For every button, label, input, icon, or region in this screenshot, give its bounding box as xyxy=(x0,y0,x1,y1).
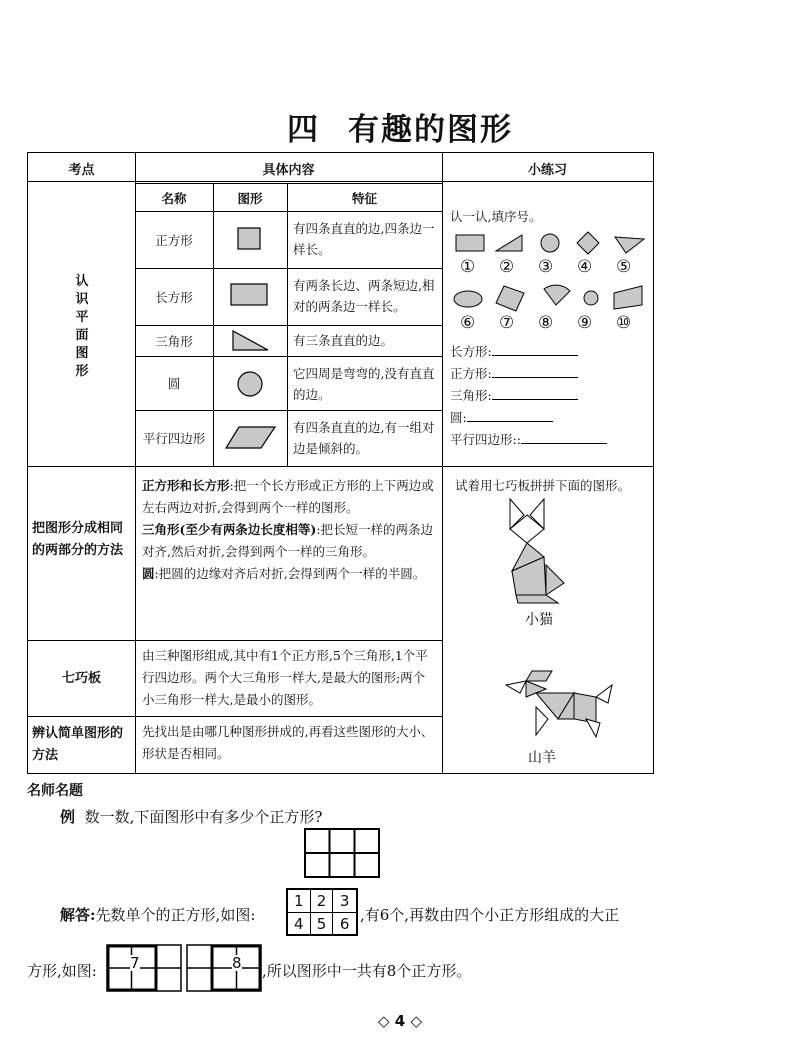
tangram-goat xyxy=(496,663,616,743)
inner-header-feature: 特征 xyxy=(351,191,377,206)
shape-feature-circle: 它四周是弯弯的,没有直直的边。 xyxy=(293,366,435,402)
inner-header-shape: 图形 xyxy=(237,191,263,206)
big-square-grid-left xyxy=(106,944,182,992)
header-practice: 小练习 xyxy=(527,163,567,178)
grid-cell: 6 xyxy=(339,915,350,933)
label-7: 7 xyxy=(130,954,140,972)
page-title xyxy=(0,104,800,149)
row-label-tangram: 七巧板 xyxy=(61,671,101,686)
header-kaodian: 考点 xyxy=(68,163,95,178)
row3-content: 由三种图形组成,其中有1个正方形,5个三角形,1个平行四边形。两个大三角形一样大,是最大的图形;两个小三角形一样大,是最小的图形。 xyxy=(142,648,428,707)
practice1-shapes-row1 xyxy=(448,227,648,259)
row2-content: 正方形和长方形:把一个长方形或正方形的上下两边或左右两边对折,会得到两个一样的图形。 三角形(至少有两条边长度相等):把长短一样的两条边对齐,然后对折,会得到两个一样的三角形。 圆:把圆的边缘对齐后对折,会得到两个一样的半圆。 xyxy=(142,478,434,581)
answer-line1-cont: ,有6个,再数由四个小正方形组成的大正 xyxy=(360,906,620,924)
num-1: ① xyxy=(460,257,476,277)
num-9: ⑨ xyxy=(577,313,593,333)
answer-line2-end: ,所以图形中一共有8个正方形。 xyxy=(262,962,472,980)
num-6: ⑥ xyxy=(460,313,476,333)
chapter-title: 有趣的图形 xyxy=(348,112,513,148)
shape-feature-rectangle: 有两条长边、两条短边,相对的两条边一样长。 xyxy=(293,278,435,314)
example-grid xyxy=(304,828,380,878)
answer-blank-triangle[interactable] xyxy=(492,399,578,400)
numbered-grid xyxy=(286,888,358,936)
shape-name-parallelogram: 平行四边形 xyxy=(142,431,206,446)
fill-triangle: 三角形: xyxy=(450,386,578,404)
row-label-shapes: 认识平面图形 xyxy=(75,274,89,379)
answer-blank-rectangle[interactable] xyxy=(492,355,578,356)
num-10: ⑩ xyxy=(616,313,632,333)
practice1-shapes-row2 xyxy=(448,281,648,315)
triangle-shape xyxy=(231,329,271,353)
practice2-prompt: 试着用七巧板拼拼下面的图形。 xyxy=(455,478,631,493)
chapter-number: 四 xyxy=(287,112,320,148)
grid-cell: 5 xyxy=(311,913,334,935)
goat-label: 山羊 xyxy=(528,750,556,766)
circle-shape xyxy=(236,370,264,398)
shapes-table xyxy=(135,183,443,467)
shape-name-triangle: 三角形 xyxy=(155,334,193,349)
cat-label: 小猫 xyxy=(525,612,553,628)
answer-line2-start: 方形,如图: xyxy=(27,962,97,980)
grid-cell: 4 xyxy=(288,913,311,935)
grid-cell: 2 xyxy=(311,890,334,913)
row-label-halves: 把图形分成相同的两部分的方法 xyxy=(32,521,124,558)
row-label-identify: 辨认简单图形的方法 xyxy=(32,726,124,763)
num-8: ⑧ xyxy=(538,313,554,333)
section-heading: 名师名题 xyxy=(27,783,83,799)
shape-name-circle: 圆 xyxy=(167,376,181,391)
answer-blank-parallelogram[interactable] xyxy=(521,443,607,444)
shape-name-rectangle: 长方形 xyxy=(155,290,193,305)
fill-square: 正方形: xyxy=(450,364,578,382)
shape-feature-triangle: 有三条直直的边。 xyxy=(293,333,394,348)
shape-name-square: 正方形 xyxy=(155,233,193,248)
square-shape xyxy=(237,227,263,251)
label-8: 8 xyxy=(232,954,242,972)
num-7: ⑦ xyxy=(499,313,515,333)
summary-table xyxy=(27,152,654,774)
parallelogram-shape xyxy=(225,425,277,451)
grid-cell: 1 xyxy=(288,890,311,913)
shape-feature-square: 有四条直直的边,四条边一样长。 xyxy=(293,221,435,257)
row4-content: 先找出是由哪几种图形拼成的,再看这些图形的大小、形状是否相同。 xyxy=(142,724,434,761)
num-3: ③ xyxy=(538,257,554,277)
header-content: 具体内容 xyxy=(262,163,315,178)
answer-line1: 解答:先数单个的正方形,如图: xyxy=(60,906,256,924)
grid-cell: 3 xyxy=(333,890,356,913)
fill-rectangle: 长方形: xyxy=(450,342,578,360)
num-4: ④ xyxy=(577,257,593,277)
rectangle-shape xyxy=(230,283,270,307)
inner-header-name: 名称 xyxy=(161,191,187,206)
example-question: 例 数一数,下面图形中有多少个正方形? xyxy=(60,808,323,826)
num-2: ② xyxy=(499,257,515,277)
practice1-prompt: 认一认,填序号。 xyxy=(450,209,542,224)
tangram-cat xyxy=(498,495,578,607)
shape-feature-parallelogram: 有四条直直的边,有一组对边是倾斜的。 xyxy=(293,420,435,456)
fill-parallelogram: 平行四边形:: xyxy=(450,430,607,448)
fill-circle: 圆: xyxy=(450,408,553,426)
answer-blank-square[interactable] xyxy=(492,377,578,378)
big-square-grid-right xyxy=(186,944,262,992)
page-number: ◇ 4 ◇ xyxy=(378,1012,422,1030)
answer-blank-circle[interactable] xyxy=(467,421,553,422)
num-5: ⑤ xyxy=(616,257,632,277)
